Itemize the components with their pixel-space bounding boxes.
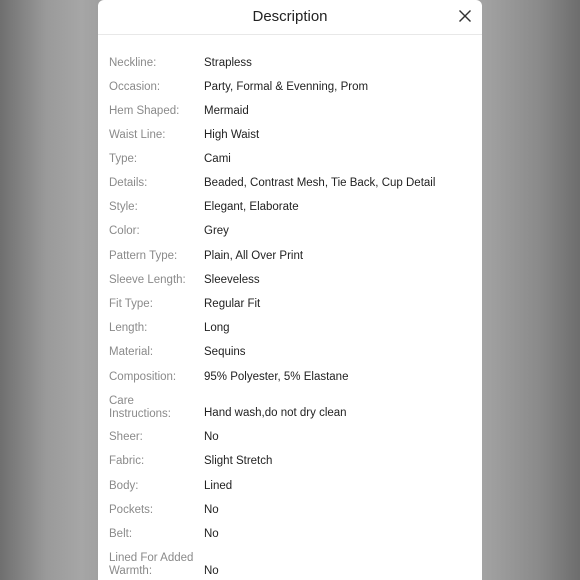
spec-value: Cami <box>204 153 231 165</box>
spec-label: Hem Shaped: <box>109 105 180 117</box>
spec-value: High Waist <box>204 129 260 141</box>
spec-value: Lined <box>204 480 233 492</box>
spec-label: Color: <box>109 225 140 237</box>
spec-label: Neckline: <box>109 57 157 69</box>
spec-label: Material: <box>109 346 154 358</box>
spec-label: Composition: <box>109 371 177 383</box>
spec-label: Sleeve Length: <box>109 274 186 286</box>
spec-value: Regular Fit <box>204 298 261 310</box>
spec-value: Plain, All Over Print <box>204 250 304 262</box>
spec-value: Mermaid <box>204 105 249 117</box>
spec-label: Type: <box>109 153 138 165</box>
spec-value: Party, Formal & Evenning, Prom <box>204 81 369 93</box>
close-icon[interactable] <box>458 9 472 23</box>
spec-value: Beaded, Contrast Mesh, Tie Back, Cup Detail <box>204 177 436 189</box>
spec-label: Belt: <box>109 528 133 540</box>
spec-value: Long <box>204 322 230 334</box>
spec-value: Grey <box>204 225 229 237</box>
spec-label: Lined For Added Warmth: <box>109 552 194 577</box>
spec-label: Fabric: <box>109 455 145 467</box>
spec-value: Sequins <box>204 346 246 358</box>
sheet-header <box>98 0 482 35</box>
spec-value: 95% Polyester, 5% Elastane <box>204 371 349 383</box>
spec-label: Body: <box>109 480 139 492</box>
spec-label: Pockets: <box>109 504 154 516</box>
spec-value: Slight Stretch <box>204 455 273 467</box>
spec-label: Occasion: <box>109 81 161 93</box>
spec-value: No <box>204 504 219 516</box>
spec-label: Pattern Type: <box>109 250 178 262</box>
spec-label: Style: <box>109 201 138 213</box>
spec-value: Elegant, Elaborate <box>204 201 299 213</box>
spec-value: Sleeveless <box>204 274 260 286</box>
description-sheet <box>98 0 482 580</box>
spec-label: Details: <box>109 177 148 189</box>
spec-label: Sheer: <box>109 431 143 443</box>
spec-value: Hand wash,do not dry clean <box>204 407 347 419</box>
spec-label: Fit Type: <box>109 298 153 310</box>
spec-label: Length: <box>109 322 148 334</box>
spec-value: Strapless <box>204 57 252 69</box>
spec-label: Care Instructions: <box>109 395 171 420</box>
spec-value: No <box>204 528 219 540</box>
spec-value: No <box>204 431 219 443</box>
spec-value: No <box>204 565 219 577</box>
spec-label: Waist Line: <box>109 129 166 141</box>
page-title: Description <box>252 8 328 25</box>
